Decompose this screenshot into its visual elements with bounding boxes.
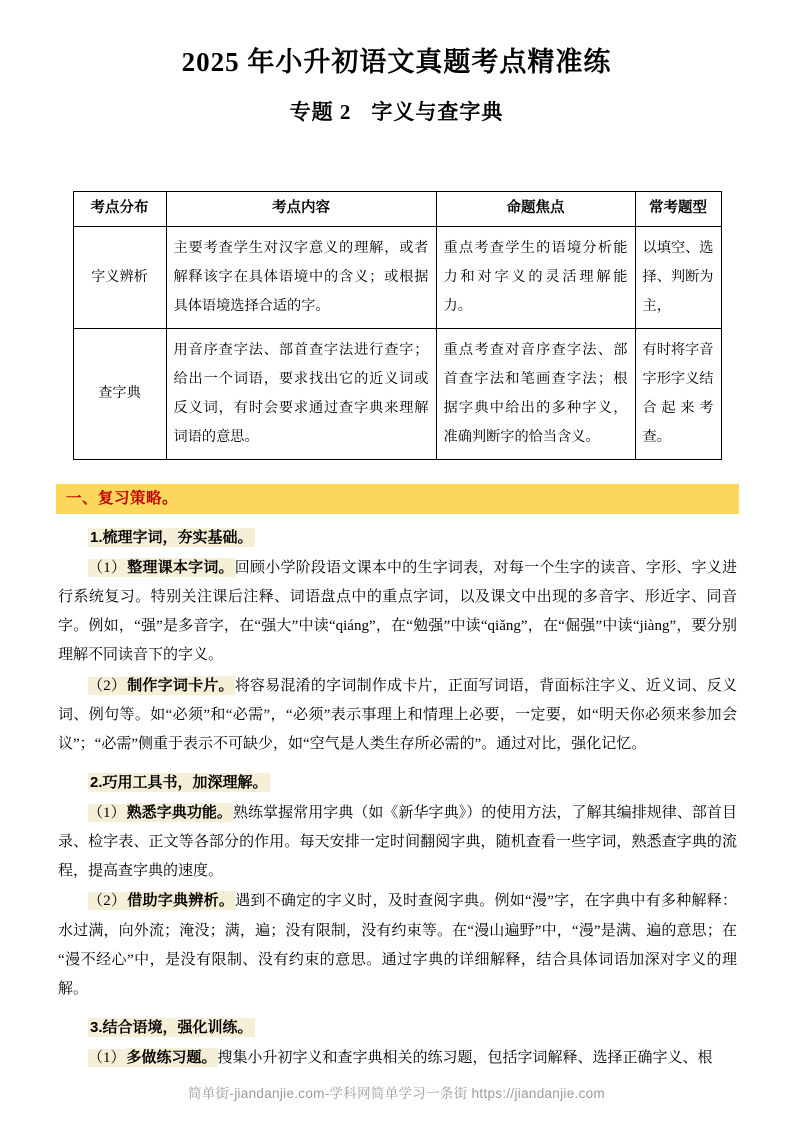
kaodian-table [73,191,722,461]
paragraph-2-1-number: （1） [88,804,126,821]
column-header-types: 常考题型 [635,191,721,226]
paragraph-1-1 [58,553,737,671]
table-header-row [73,191,721,226]
section-band-review-strategy: 一、复习策略。 [56,484,739,514]
column-header-distribution: 考点分布 [73,191,166,226]
page-subtitle [0,80,793,126]
paragraph-2-2-body: 遇到不确定的字义时，及时查阅字典。例如“漫”字，在字典中有多种解释：水过满，向外流；淹没；满，遍；没有限制，没有约束等。在“漫山遍野”中，“漫”是满、遍的意思；在“漫不经心”中，是没有限制、没有约束的意思。通过字典的详细解释，结合具体词语加深对字义的理解。 [58,893,737,998]
column-header-focus: 命题焦点 [436,191,635,226]
paragraph-2-2 [58,886,737,1004]
heading-item-1 [58,523,737,552]
subtitle-main: 字义与查字典 [371,99,504,124]
cell-focus: 重点考查对音序查字法、部首查字法和笔画查字法；根据字典中给出的多种字义，准确判断字的恰当含义。 [436,328,635,459]
table-row [73,328,721,459]
page-title: 2025 年小升初语文真题考点精准练 [181,47,612,77]
column-header-content: 考点内容 [166,191,436,226]
paragraph-3-1-body: 搜集小升初字义和查字典相关的练习题，包括字词解释、选择正确字义、根 [217,1049,713,1066]
cell-focus: 重点考查学生的语境分析能力和对字义的灵活理解能力。 [436,226,635,328]
paragraph-1-2-number: （2） [88,677,127,694]
heading-item-2 [58,768,737,797]
paragraph-3-1 [58,1043,737,1073]
heading-item-2-label: 2.巧用工具书，加深理解。 [90,774,268,792]
cell-distribution: 字义辨析 [73,226,166,328]
footer-watermark: 简单街-jiandanjie.com-学科网简单学习一条街 https://jiandanjie.com [188,1086,605,1101]
subtitle-prefix: 专题 2 [289,99,352,124]
heading-item-3 [58,1013,737,1042]
cell-content: 用音序查字法、部首查字法进行查字；给出一个词语，要求找出它的近义词或反义词，有时会要求通过查字典来理解词语的意思。 [166,328,436,459]
cell-types: 有时将字音字形字义结合起来考查。 [635,328,721,459]
cell-types: 以填空、选择、判断为主， [635,226,721,328]
kaodian-table-wrapper [73,126,721,461]
cell-distribution: 查字典 [73,328,166,459]
paragraph-1-1-lead: 整理课本字词。 [127,558,234,576]
paragraph-2-1-body: 熟练掌握常用字典（如《新华字典》）的使用方法，了解其编排规律、部首目录、检字表、正文等各部分的作用。每天安排一定时间翻阅字典，随机查看一些字词，熟悉查字典的流程，提高查字典的速度。 [58,804,737,880]
heading-item-1-label: 1.梳理字词，夯实基础。 [90,529,253,547]
heading-item-3-label: 3.结合语境，强化训练。 [90,1019,253,1037]
table-row [73,226,721,328]
content-body [0,484,793,1073]
paragraph-1-1-body: 回顾小学阶段语文课本中的生字词表，对每一个生字的读音、字形、字义进行系统复习。特别关注课后注释、词语盘点中的重点字词，以及课文中出现的多音字、形近字、同音字。例如，“强”是多音字，在“强大”中读“qiáng”，在“勉强”中读“qiǎng”，在“倔强”中读“jiàng”，要分别理解不同读音下的字义。 [58,559,737,664]
paragraph-2-1 [58,798,737,887]
paragraph-1-2 [58,671,737,760]
paragraph-1-2-body: 将容易混淆的字词制作成卡片，正面写词语，背面标注字义、近义词、反义词、例句等。如“必须”和“必需”，“必须”表示事理上和情理上必要，一定要，如“明天你必须来参加会议”；“必需”侧重于表示不可缺少，如“空气是人类生存所必需的”。通过对比，强化记忆。 [58,677,737,753]
cell-content: 主要考查学生对汉字意义的理解，或者解释该字在具体语境中的含义；或根据具体语境选择合适的字。 [166,226,436,328]
paragraph-3-1-number: （1） [88,1049,126,1066]
paragraph-3-1-lead: 多做练习题。 [126,1048,217,1066]
paragraph-2-1-lead: 熟悉字典功能。 [126,803,232,821]
paragraph-1-2-lead: 制作字词卡片。 [127,676,234,694]
paragraph-2-2-lead: 借助字典辨析。 [127,892,235,910]
paragraph-1-1-number: （1） [88,559,127,576]
paragraph-2-2-number: （2） [88,893,127,910]
